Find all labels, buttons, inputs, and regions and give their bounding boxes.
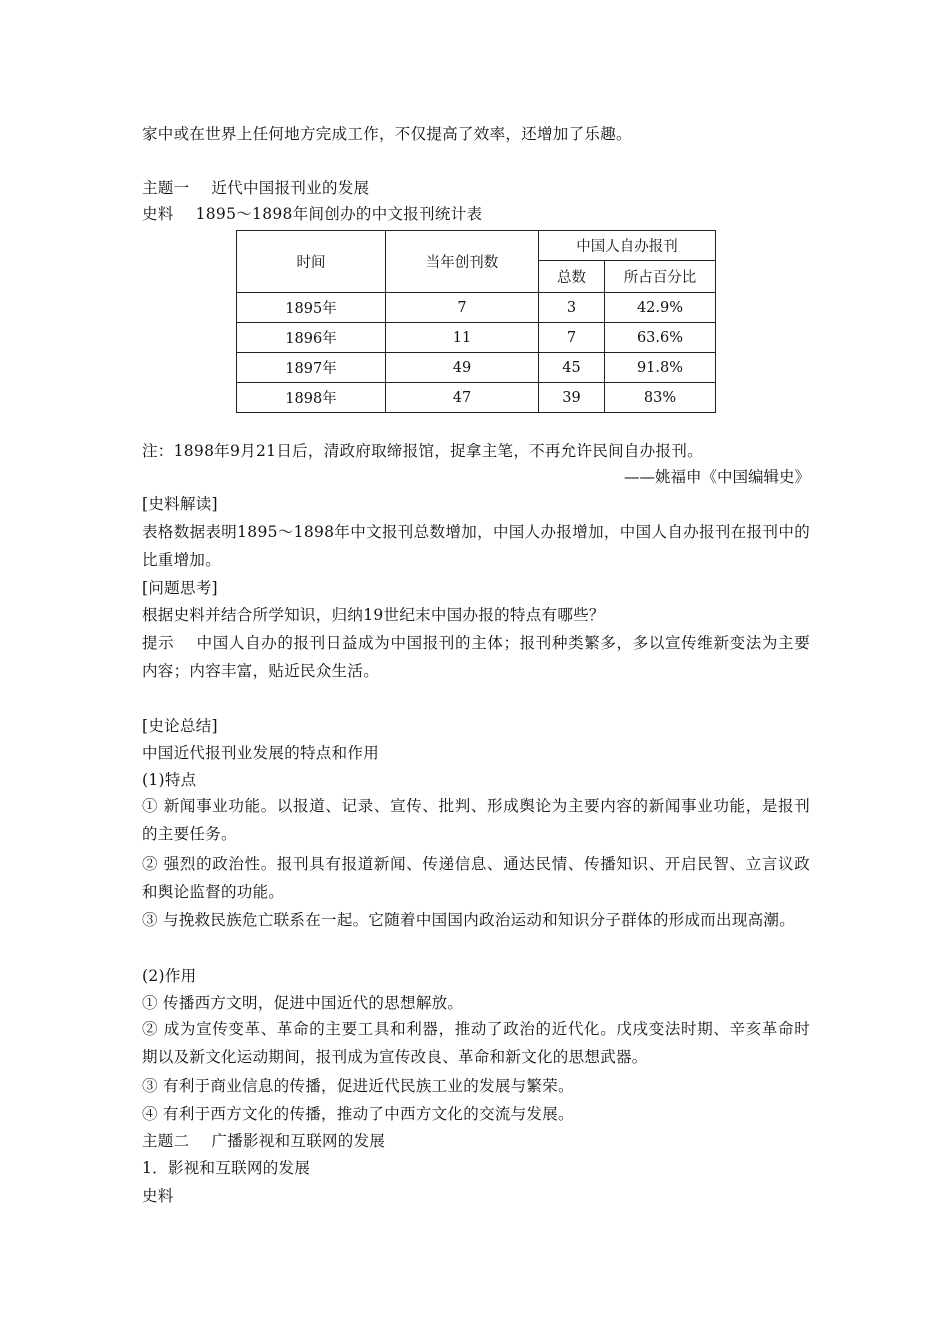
source-label: 史料	[142, 205, 174, 223]
table-note: 注：1898年9月21日后，清政府取缔报馆，捉拿主笔，不再允许民间自办报刊。	[142, 442, 703, 460]
summary-title: 中国近代报刊业发展的特点和作用	[142, 744, 380, 762]
header-group: 中国人自办报刊	[539, 231, 716, 261]
effect-item: ② 成为宣传变革、革命的主要工具和利器，推动了政治的近代化。戊戌变法时期、辛亥革命时期以及新文化运动期间，报刊成为宣传改良、革命和新文化的思想武器。	[142, 1020, 810, 1066]
header-time: 时间	[237, 231, 386, 293]
cell-count: 47	[386, 383, 539, 413]
theme2-title: 广播影视和互联网的发展	[211, 1132, 386, 1150]
source-title: 1895～1898年间创办的中文报刊统计表	[195, 205, 483, 223]
features-label: (1)特点	[142, 771, 197, 789]
cell-year: 1895年	[237, 293, 386, 323]
cell-year: 1897年	[237, 353, 386, 383]
feature-item: ② 强烈的政治性。报刊具有报道新闻、传递信息、通达民情、传播知识、开启民智、立言议政和舆论监督的功能。	[142, 855, 810, 901]
question-label: [问题思考]	[142, 579, 218, 597]
table-row	[237, 323, 716, 353]
theme2-label: 主题二	[142, 1132, 190, 1150]
cell-year: 1898年	[237, 383, 386, 413]
effect-item: ④ 有利于西方文化的传播，推动了中西方文化的交流与发展。	[142, 1105, 574, 1123]
intro-line: 家中或在世界上任何地方完成工作，不仅提高了效率，还增加了乐趣。	[142, 125, 632, 143]
cell-percent: 83%	[605, 383, 716, 413]
cell-count: 11	[386, 323, 539, 353]
source-heading	[142, 204, 482, 224]
table-row	[237, 293, 716, 323]
cell-percent: 91.8%	[605, 353, 716, 383]
table-row	[237, 383, 716, 413]
header-percent: 所占百分比	[605, 261, 716, 293]
effects-label: (2)作用	[142, 967, 197, 985]
theme1-label: 主题一	[142, 179, 190, 197]
cell-total: 3	[539, 293, 605, 323]
table-row	[237, 353, 716, 383]
cell-total: 7	[539, 323, 605, 353]
cell-percent: 42.9%	[605, 293, 716, 323]
cell-total: 45	[539, 353, 605, 383]
feature-item: ① 新闻事业功能。以报道、记录、宣传、批判、形成舆论为主要内容的新闻事业功能，是报刊的主要任务。	[142, 797, 810, 843]
theme1-title: 近代中国报刊业的发展	[211, 179, 370, 197]
cell-count: 7	[386, 293, 539, 323]
cell-count: 49	[386, 353, 539, 383]
table-header-row	[237, 231, 716, 261]
hint-label: 提示	[142, 634, 175, 652]
feature-item: ③ 与挽救民族危亡联系在一起。它随着中国国内政治运动和知识分子群体的形成而出现高潮。	[142, 911, 796, 929]
citation: ——姚福申《中国编辑史》	[623, 468, 810, 486]
effect-item: ③ 有利于商业信息的传播，促进近代民族工业的发展与繁荣。	[142, 1077, 574, 1095]
question-hint	[142, 629, 810, 685]
newspaper-stats-table	[236, 230, 716, 413]
cell-percent: 63.6%	[605, 323, 716, 353]
header-total: 总数	[539, 261, 605, 293]
summary-label: [史论总结]	[142, 717, 218, 735]
section1-source: 史料	[142, 1187, 174, 1205]
hint-text: 中国人自办的报刊日益成为中国报刊的主体；报刊种类繁多，多以宣传维新变法为主要内容；内容丰富，贴近民众生活。	[142, 634, 811, 680]
theme1-heading	[142, 178, 369, 198]
question-text: 根据史料并结合所学知识，归纳19世纪末中国办报的特点有哪些？	[142, 606, 605, 624]
section1-heading: 1．影视和互联网的发展	[142, 1159, 311, 1177]
interpretation-label: [史料解读]	[142, 495, 218, 513]
cell-year: 1896年	[237, 323, 386, 353]
effect-item: ① 传播西方文明，促进中国近代的思想解放。	[142, 994, 464, 1012]
theme2-heading	[142, 1131, 385, 1151]
interpretation-text: 表格数据表明1895～1898年中文报刊总数增加，中国人办报增加，中国人自办报刊在报刊中的比重增加。	[142, 523, 810, 569]
cell-total: 39	[539, 383, 605, 413]
header-count: 当年创刊数	[386, 231, 539, 293]
